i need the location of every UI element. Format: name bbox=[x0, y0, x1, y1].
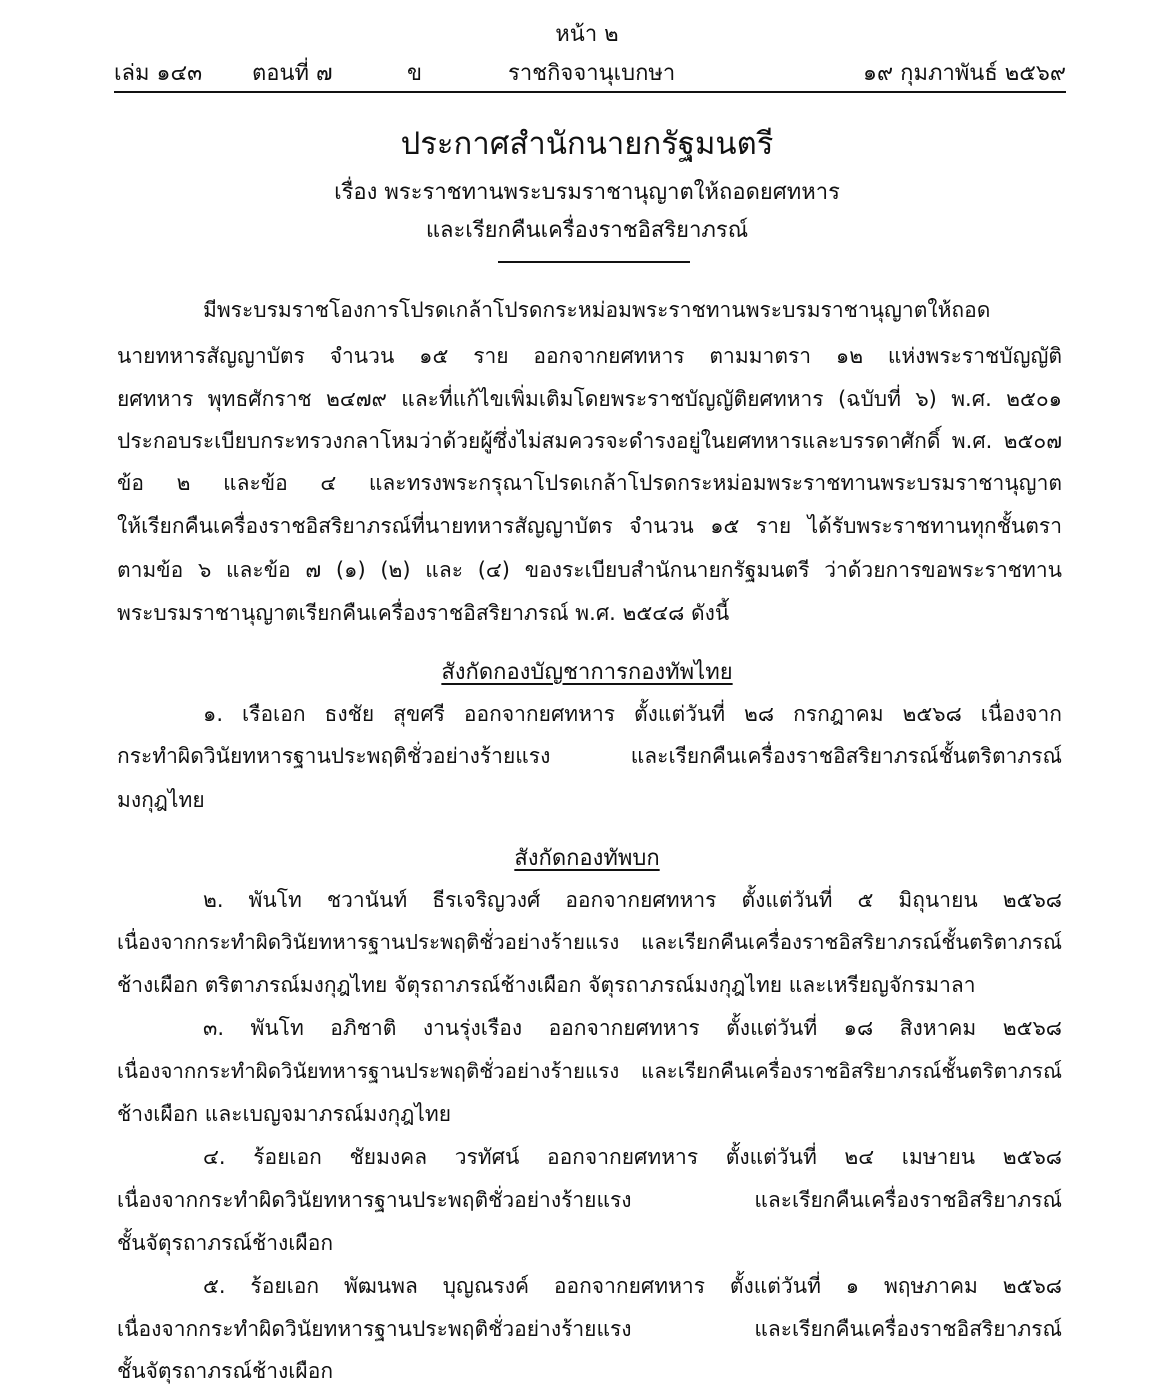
title-divider bbox=[498, 261, 690, 263]
item-line: ช้างเผือก และเบญจมาภรณ์มงกุฎไทย bbox=[117, 1102, 452, 1126]
gazette-header bbox=[114, 55, 1066, 93]
subject-line-1: เรื่อง พระราชทานพระบรมราชานุญาตให้ถอดยศทหาร bbox=[334, 180, 840, 205]
header-section: ตอนที่ ๗ bbox=[252, 61, 333, 86]
item-line: ๔. ร้อยเอก ชัยมงคล วรทัศน์ ออกจากยศทหาร ตั้งแต่วันที่ ๒๔ เมษายน ๒๕๖๘ bbox=[203, 1145, 1062, 1169]
item-line: กระทำผิดวินัยทหารฐานประพฤติชั่วอย่างร้ายแรง และเรียกคืนเครื่องราชอิสริยาภรณ์ชั้นตริตาภรณ์ bbox=[117, 744, 1062, 768]
document-title: ประกาศสำนักนายกรัฐมนตรี bbox=[400, 126, 774, 162]
section-heading-text: สังกัดกองบัญชาการกองทัพไทย bbox=[441, 660, 733, 685]
item-line: ชั้นจัตุรถาภรณ์ช้างเผือก bbox=[117, 1231, 334, 1255]
item-line: ๑. เรือเอก ธงชัย สุขศรี ออกจากยศทหาร ตั้งแต่วันที่ ๒๘ กรกฎาคม ๒๕๖๘ เนื่องจาก bbox=[203, 702, 1062, 726]
intro-line: พระบรมราชานุญาตเรียกคืนเครื่องราชอิสริยาภรณ์ พ.ศ. ๒๕๔๘ ดังนี้ bbox=[117, 601, 730, 625]
item-line: ๒. พันโท ชวานันท์ ธีรเจริญวงศ์ ออกจากยศทหาร ตั้งแต่วันที่ ๕ มิถุนายน ๒๕๖๘ bbox=[203, 888, 1062, 912]
intro-line: มีพระบรมราชโองการโปรดเกล้าโปรดกระหม่อมพระราชทานพระบรมราชานุญาตให้ถอด bbox=[203, 298, 991, 322]
intro-line: นายทหารสัญญาบัตร จำนวน ๑๕ ราย ออกจากยศทหาร ตามมาตรา ๑๒ แห่งพระราชบัญญัติ bbox=[117, 344, 1062, 368]
subject-line-2: และเรียกคืนเครื่องราชอิสริยาภรณ์ bbox=[425, 218, 749, 243]
intro-line: ประกอบระเบียบกระทรวงกลาโหมว่าด้วยผู้ซึ่งไม่สมควรจะดำรงอยู่ในยศทหารและบรรดาศักดิ์ พ.ศ. ๒๕๐๗ bbox=[117, 429, 1062, 453]
header-date: ๑๙ กุมภาพันธ์ ๒๕๖๙ bbox=[863, 61, 1066, 86]
section-heading bbox=[0, 654, 1174, 689]
header-gazette-name: ราชกิจจานุเบกษา bbox=[508, 61, 676, 86]
item-line: มงกุฎไทย bbox=[117, 788, 205, 812]
item-line: เนื่องจากกระทำผิดวินัยทหารฐานประพฤติชั่วอย่างร้ายแรง และเรียกคืนเครื่องราชอิสริยาภรณ์ชั้นตริตาภรณ์ bbox=[117, 930, 1062, 954]
item-line: ชั้นจัตุรถาภรณ์ช้างเผือก bbox=[117, 1359, 334, 1383]
item-line: เนื่องจากกระทำผิดวินัยทหารฐานประพฤติชั่วอย่างร้ายแรง และเรียกคืนเครื่องราชอิสริยาภรณ์ bbox=[117, 1188, 1062, 1212]
intro-line: ยศทหาร พุทธศักราช ๒๔๗๙ และที่แก้ไขเพิ่มเติมโดยพระราชบัญญัติยศทหาร (ฉบับที่ ๖) พ.ศ. ๒๕๐๑ bbox=[117, 387, 1062, 411]
section-heading bbox=[0, 840, 1174, 875]
item-line: ๕. ร้อยเอก พัฒนพล บุญณรงค์ ออกจากยศทหาร ตั้งแต่วันที่ ๑ พฤษภาคม ๒๕๖๘ bbox=[203, 1274, 1062, 1298]
item-line: เนื่องจากกระทำผิดวินัยทหารฐานประพฤติชั่วอย่างร้ายแรง และเรียกคืนเครื่องราชอิสริยาภรณ์ชั้นตริตาภรณ์ bbox=[117, 1059, 1062, 1083]
intro-line: ให้เรียกคืนเครื่องราชอิสริยาภรณ์ที่นายทหารสัญญาบัตร จำนวน ๑๕ ราย ได้รับพระราชทานทุกชั้นตรา bbox=[117, 514, 1062, 538]
intro-line: ตามข้อ ๖ และข้อ ๗ (๑) (๒) และ (๔) ของระเบียบสำนักนายกรัฐมนตรี ว่าด้วยการขอพระราชทาน bbox=[117, 558, 1062, 582]
item-line: เนื่องจากกระทำผิดวินัยทหารฐานประพฤติชั่วอย่างร้ายแรง และเรียกคืนเครื่องราชอิสริยาภรณ์ bbox=[117, 1317, 1062, 1341]
section-heading-text: สังกัดกองทัพบก bbox=[514, 846, 660, 871]
intro-line: ข้อ ๒ และข้อ ๔ และทรงพระกรุณาโปรดเกล้าโปรดกระหม่อมพระราชทานพระบรมราชานุญาต bbox=[117, 471, 1062, 495]
header-volume: เล่ม ๑๔๓ bbox=[114, 61, 203, 86]
header-part: ข bbox=[407, 61, 423, 86]
item-line: ๓. พันโท อภิชาติ งานรุ่งเรือง ออกจากยศทหาร ตั้งแต่วันที่ ๑๘ สิงหาคม ๒๕๖๘ bbox=[203, 1016, 1062, 1040]
item-line: ช้างเผือก ตริตาภรณ์มงกุฎไทย จัตุรถาภรณ์ช้างเผือก จัตุรถาภรณ์มงกุฎไทย และเหรียญจักรมาลา bbox=[117, 973, 976, 997]
page-number: หน้า ๒ bbox=[555, 22, 619, 47]
